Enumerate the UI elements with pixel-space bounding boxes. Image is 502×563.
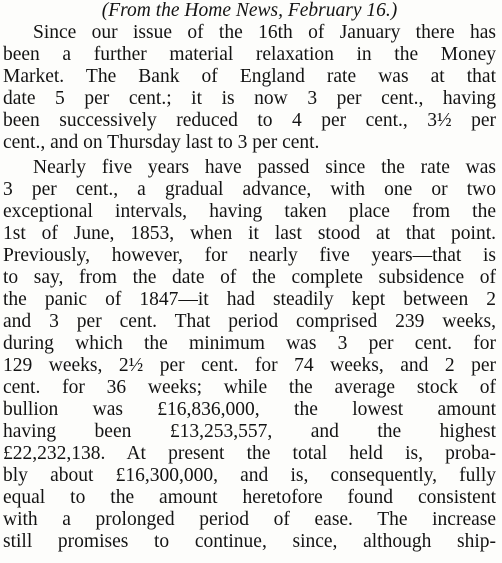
text-line: with a prolonged period of ease. The increase bbox=[3, 509, 496, 530]
text-line: cent. for 36 weeks; while the average stock of bbox=[3, 377, 496, 398]
text-line: Nearly five years have passed since the rate was bbox=[33, 157, 496, 178]
text-line: 3 per cent., a gradual advance, with one or two bbox=[3, 179, 496, 200]
text-line: to say, from the date of the complete subsidence of bbox=[3, 267, 496, 288]
source-line: (From the Home News, February 16.) bbox=[101, 0, 398, 21]
text-line: Market. The Bank of England rate was at that bbox=[3, 66, 496, 87]
text-line: 1st of June, 1853, when it last stood at that point. bbox=[3, 223, 496, 244]
text-line: bly about £16,300,000, and is, consequently, fully bbox=[3, 465, 496, 486]
text-line: 129 weeks, 2½ per cent. for 74 weeks, and 2 per bbox=[3, 355, 496, 376]
text-line: having been £13,253,557, and the highest bbox=[3, 421, 496, 442]
text-line: cent., and on Thursday last to 3 per cent. bbox=[3, 132, 320, 153]
text-line: still promises to continue, since, although ship- bbox=[3, 531, 496, 552]
text-line: bullion was £16,836,000, the lowest amount bbox=[3, 399, 496, 420]
text-line: Since our issue of the 16th of January there has bbox=[33, 22, 496, 43]
text-line: equal to the amount heretofore found consistent bbox=[3, 487, 496, 508]
text-line: the panic of 1847—it had steadily kept between 2 bbox=[3, 289, 496, 310]
text-line: been successively reduced to 4 per cent., 3½ per bbox=[3, 110, 496, 131]
text-line: been a further material relaxation in the Money bbox=[3, 44, 496, 65]
text-line: during which the minimum was 3 per cent. for bbox=[3, 333, 496, 354]
text-line: Previously, however, for nearly five years—that is bbox=[3, 245, 496, 266]
text-line: and 3 per cent. That period comprised 239 weeks, bbox=[3, 311, 496, 332]
text-line: £22,232,138. At present the total held is, proba- bbox=[3, 443, 496, 464]
text-line: date 5 per cent.; it is now 3 per cent., having bbox=[3, 88, 496, 109]
text-line: exceptional intervals, having taken place from the bbox=[3, 201, 496, 222]
